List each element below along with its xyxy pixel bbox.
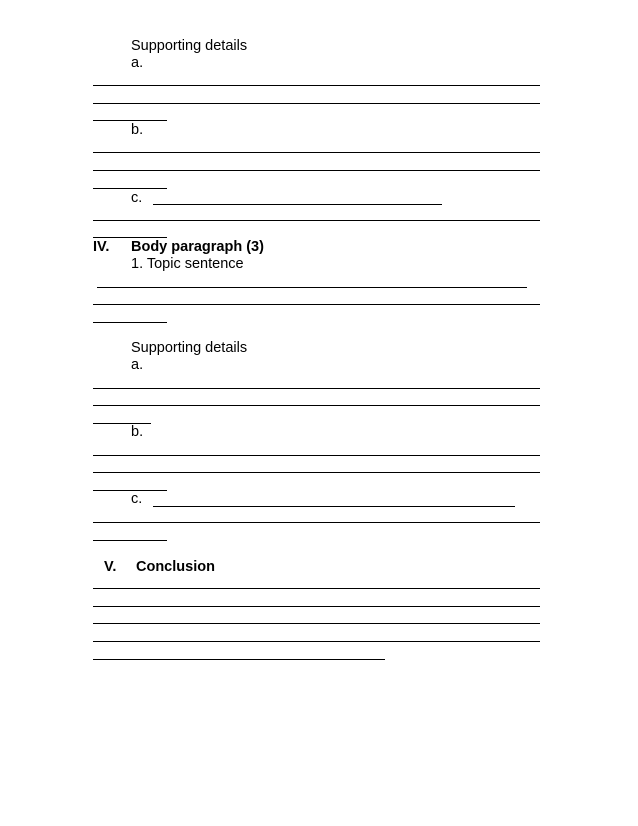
writing-line[interactable] [93, 188, 167, 189]
item-a-label: a. [131, 357, 144, 373]
section-title: Body paragraph (3) [131, 239, 264, 255]
item-c-label: c. [131, 190, 143, 206]
writing-line[interactable] [93, 588, 540, 589]
supporting-details-heading: Supporting details [131, 340, 248, 356]
writing-line[interactable] [93, 220, 540, 221]
writing-line[interactable] [93, 304, 540, 305]
supporting-details-heading: Supporting details [131, 38, 248, 54]
writing-line[interactable] [93, 405, 540, 406]
writing-line[interactable] [93, 472, 540, 473]
writing-line[interactable] [93, 237, 167, 238]
writing-line[interactable] [93, 85, 540, 86]
writing-line[interactable] [93, 490, 167, 491]
section-numeral: V. [104, 559, 117, 575]
writing-line[interactable] [93, 322, 167, 323]
writing-line[interactable] [93, 120, 167, 121]
writing-line[interactable] [93, 540, 167, 541]
item-b-label: b. [131, 424, 144, 440]
writing-line[interactable] [97, 287, 527, 288]
writing-line[interactable] [93, 455, 540, 456]
writing-line[interactable] [153, 204, 442, 205]
section-title: Conclusion [136, 559, 215, 575]
item-c-label: c. [131, 491, 143, 507]
writing-line[interactable] [93, 522, 540, 523]
writing-line[interactable] [93, 623, 540, 624]
writing-line[interactable] [93, 152, 540, 153]
topic-sentence-label: 1. Topic sentence [131, 256, 244, 272]
section-numeral: IV. [93, 239, 110, 255]
writing-line[interactable] [93, 659, 385, 660]
writing-line[interactable] [93, 170, 540, 171]
item-a-label: a. [131, 55, 144, 71]
writing-line[interactable] [93, 641, 540, 642]
writing-line[interactable] [153, 506, 515, 507]
item-b-label: b. [131, 122, 144, 138]
writing-line[interactable] [93, 388, 540, 389]
writing-line[interactable] [93, 606, 540, 607]
writing-line[interactable] [93, 103, 540, 104]
